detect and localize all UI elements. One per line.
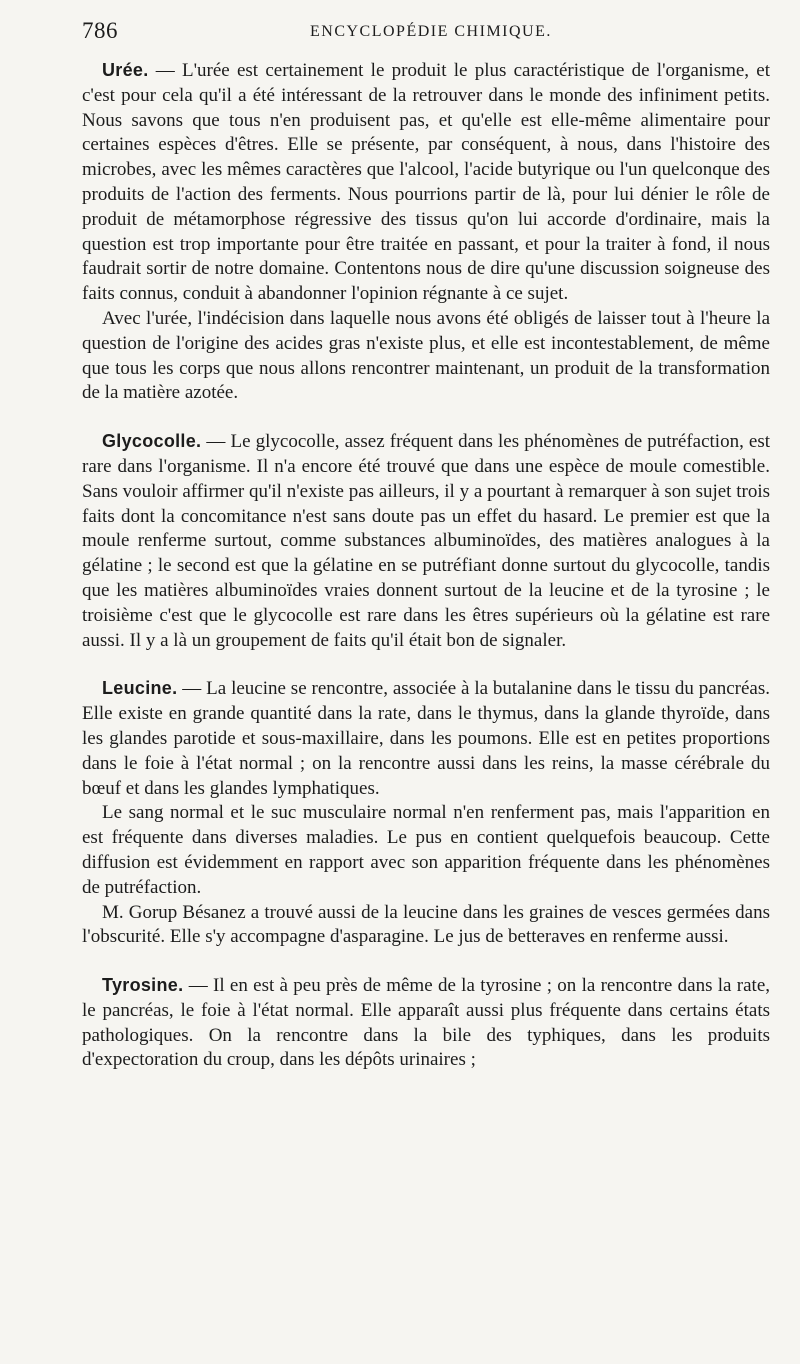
paragraph (82, 973, 770, 1073)
section-leucine (82, 676, 770, 950)
paragraph-text: — Il en est à peu près de même de la tyrosine ; on la rencontre dans la rate, le pancréas, le foie à l'état normal. Elle apparaît aussi plus fréquente dans certains états pathologiques. On la rencontre dans la bile des typhiques, dans les produits d'expectoration du croup, dans les dépôts urinaires ; (82, 975, 770, 1071)
paragraph-text: — L'urée est certainement le produit le plus caractéristique de l'organisme, et c'est pour cela qu'il a été intéressant de la retrouver dans le monde des infiniment petits. Nous savons que tous n'en produisent pas, et qu'elle est elle-même alimentaire pour certaines espèces d'êtres. Elle se présente, par conséquent, à nous, dans l'histoire des microbes, avec les mêmes caractères que l'alcool, l'acide butyrique ou l'un quelconque des produits de l'action des ferments. Nous pourrions partir de là, pour lui dénier le rôle de produit de métamorphose régressive des tissus qu'on lui accorde d'ordinaire, mais la question est trop importante pour être traitée en passant, et pour la traiter à fond, il nous faudrait sortir de notre domaine. Contentons nous de dire qu'une discussion soigneuse des faits connus, conduit à abandonner l'opinion régnante à ce sujet. (82, 60, 770, 305)
section-tyrosine (82, 973, 770, 1073)
section-uree (82, 58, 770, 406)
section-term: Urée. (102, 60, 149, 80)
section-term: Tyrosine. (102, 975, 184, 996)
paragraph: Le sang normal et le suc musculaire normal n'en renferment pas, mais l'apparition en est fréquente dans diverses maladies. Le pus en contient quelquefois beaucoup. Cette diffusion est évidemment en rapport avec son apparition fréquente dans les phénomènes de putréfaction. (82, 802, 770, 898)
page-number: 786 (82, 18, 118, 43)
running-title: ENCYCLOPÉDIE CHIMIQUE. (310, 23, 552, 40)
section-glycocolle (82, 429, 770, 653)
paragraph-text: — La leucine se rencontre, associée à la butalanine dans le tissu du pancréas. Elle existe en grande quantité dans la rate, dans le thymus, dans la glande thyroïde, dans les glandes parotide et sous-maxillaire, dans les poumons. Elle est en petites proportions dans le foie à l'état normal ; on la rencontre aussi dans les reins, la masse cérébrale du bœuf et dans les glandes lymphatiques. (82, 678, 771, 799)
section-term: Glycocolle. (102, 431, 202, 452)
paragraph (82, 676, 770, 801)
paragraph: M. Gorup Bésanez a trouvé aussi de la leucine dans les graines de vesces germées dans l'obscurité. Elle s'y accompagne d'asparagine. Le jus de betteraves en renferme aussi. (82, 901, 770, 948)
page-header (82, 18, 772, 44)
paragraph: Avec l'urée, l'indécision dans laquelle nous avons été obligés de laisser tout à l'heure la question de l'origine des acides gras n'existe plus, et elle est incontestablement, de même que tous les corps que nous allons rencontrer maintenant, un produit de la transformation de la matière azotée. (82, 307, 770, 404)
paragraph (82, 429, 770, 653)
paragraph-text: — Le glycocolle, assez fréquent dans les phénomènes de putréfaction, est rare dans l'organisme. Il n'a encore été trouvé que dans une espèce de moule comestible. Sans vouloir affirmer qu'il n'existe pas ailleurs, il y a pourtant à remarquer à son sujet trois faits dont la concomitance n'est sans doute pas un effet du hasard. Le premier est que la moule renferme surtout, comme substances albuminoïdes, des matières analogues à la gélatine ; le second est que la gélatine en se putréfiant donne surtout du glycocolle, tandis que les matières albuminoïdes vraies donnent surtout de la leucine et de la tyrosine ; le troisième c'est que le glycocolle est rare dans les êtres supérieurs où la gélatine est rare aussi. Il y a là un groupement de faits qu'il était bon de signaler. (82, 431, 770, 651)
body-text (82, 58, 770, 1096)
paragraph (82, 58, 770, 307)
section-term: Leucine. (102, 678, 178, 699)
